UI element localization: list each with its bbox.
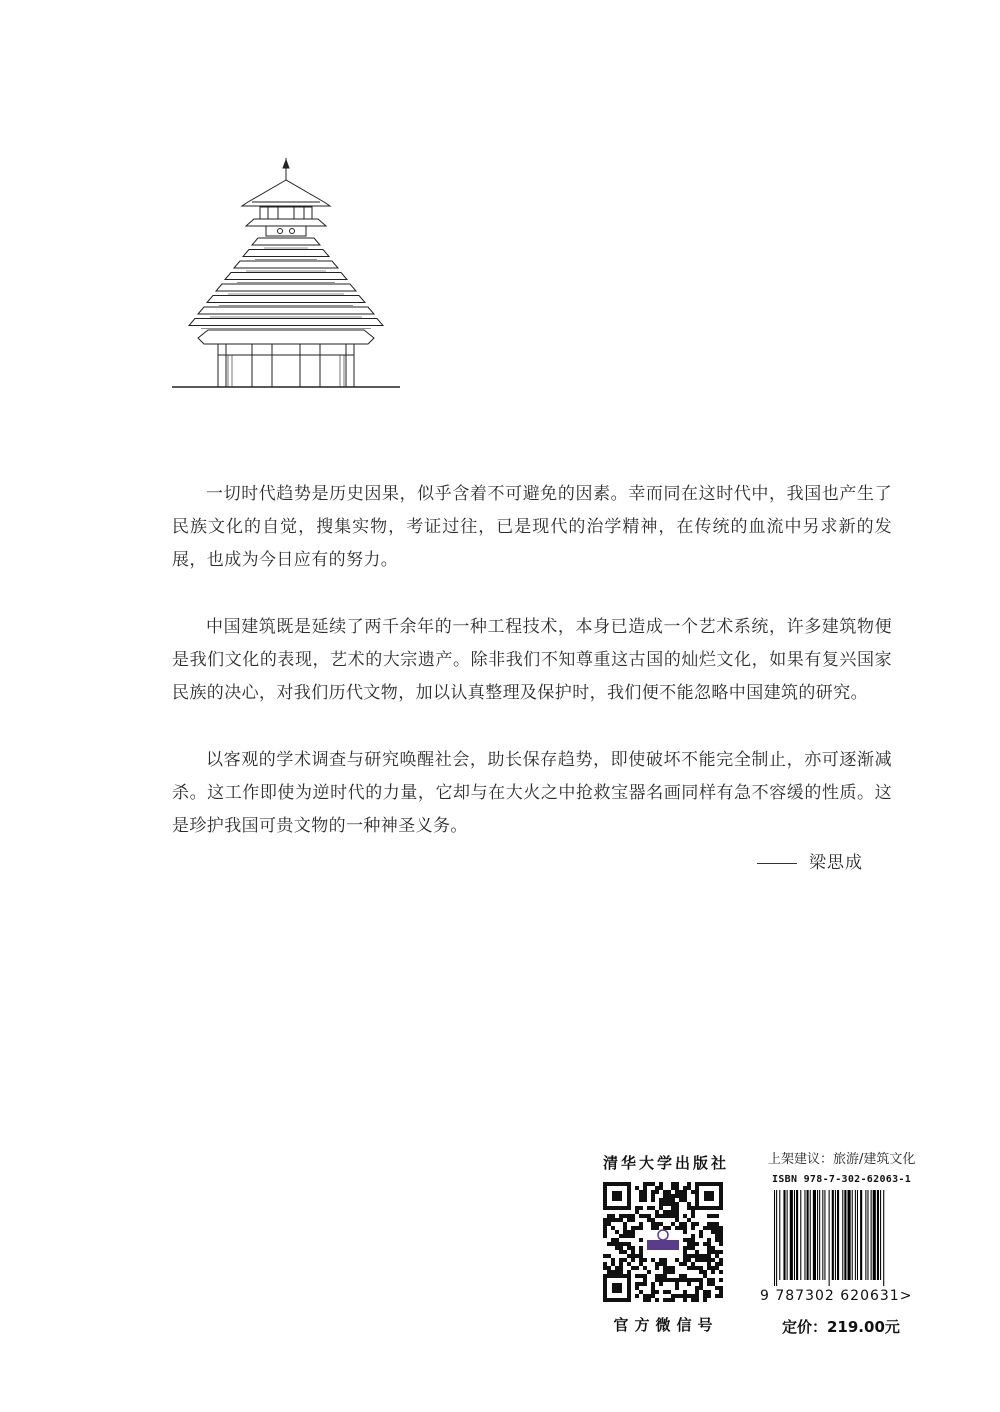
body-text xyxy=(172,478,892,877)
author-signature xyxy=(757,848,863,873)
isbn-number: ISBN 978-7-302-62063-1 xyxy=(772,1174,912,1185)
barcode-end-mark: > xyxy=(899,1288,913,1304)
paragraph-2: 中国建筑既是延续了两千余年的一种工程技术，本身已造成一个艺术系统，许多建筑物便是我们文化的表现，艺术的大宗遗产。除非我们不知尊重这古国的灿烂文化，如果有复兴国家民族的决心，对我们历代文物，加以认真整理及保护时，我们便不能忽略中国建筑的研究。 xyxy=(172,617,892,703)
signature-dash xyxy=(757,863,797,864)
shelf-suggestion: 上架建议：旅游/建筑文化 xyxy=(768,1152,916,1167)
qr-code xyxy=(603,1182,723,1302)
publisher-name: 清华大学出版社 xyxy=(602,1154,729,1172)
price: 定价：219.00元 xyxy=(782,1318,900,1336)
barcode-digits xyxy=(760,1288,912,1304)
isbn-barcode xyxy=(772,1190,914,1286)
barcode-number: 9 787302 620631 xyxy=(760,1288,900,1304)
paragraph-3: 以客观的学术调查与研究唤醒社会，助长保存趋势，即使破坏不能完全制止，亦可逐渐减杀。这工作即使为逆时代的力量，它却与在大火之中抢救宝器名画同样有急不容缓的性质。这是珍护我国可贵文物的一种神圣义务。 xyxy=(172,750,892,836)
drum-tower-illustration xyxy=(168,150,404,392)
author-name: 梁思成 xyxy=(809,853,863,873)
paragraph-1: 一切时代趋势是历史因果，似乎含着不可避免的因素。幸而同在这时代中，我国也产生了民族文化的自觉，搜集实物，考证过往，已是现代的治学精神，在传统的血流中另求新的发展，也成为今日应有的努力。 xyxy=(172,484,892,570)
qr-caption: 官方微信号 xyxy=(613,1316,719,1334)
